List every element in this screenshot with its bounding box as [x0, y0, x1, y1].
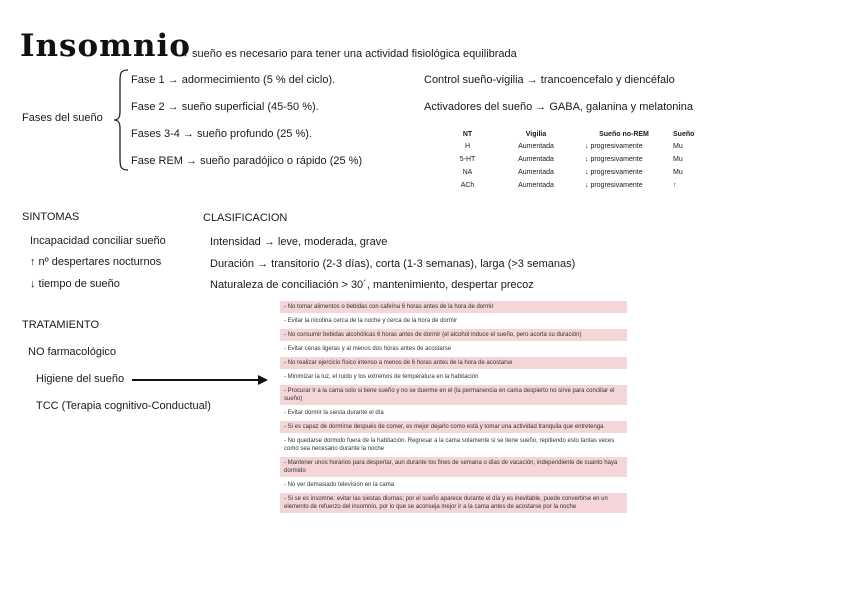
fase-item: Fases 3-4 → sueño profundo (25 %).: [131, 128, 312, 140]
table-cell: Mu: [673, 156, 683, 163]
activadores-text: Activadores del sueño → GABA, galanina y melatonina: [424, 101, 694, 113]
table-cell: ↓ progresivamente: [585, 143, 643, 150]
nt-header-cell: Sueño: [673, 130, 695, 138]
table-row: [444, 140, 713, 153]
sintoma-item: ↓ tiempo de sueño: [30, 278, 120, 290]
table-cell: 5-HT: [459, 156, 476, 163]
list-item: - Evitar dormir la siesta durante el día: [280, 407, 627, 419]
brace-icon: [112, 68, 130, 172]
list-item: - No quedarse dormido fuera de la habitación. Regresar a la cama solamente si se tiene sueño, repitiendo esto tantas veces como sea necesario durante la noche: [280, 435, 627, 455]
list-item: - Evitar la nicotina cerca de la noche y cerca de la hora de dormir: [280, 315, 627, 327]
list-item: - Evitar cenas ligeras y al menos dos horas antes de acostarse: [280, 343, 627, 355]
sintoma-item: ↑ nº despertares nocturnos: [30, 256, 162, 268]
list-item: - Mantener unos horarios para despertar, aun durante los fines de semana o días de vacación, independiente de cuanto haya dormido: [280, 457, 627, 477]
sintoma-item: Incapacidad conciliar sueño: [30, 235, 166, 247]
table-row: [444, 179, 713, 192]
fases-label: Fases del sueño: [22, 112, 103, 124]
nt-table: [444, 128, 713, 192]
nt-header-cell: Vigilia: [525, 130, 547, 138]
arrow-right-icon: [258, 375, 268, 385]
higiene-list: [280, 301, 627, 515]
table-cell: Aumentada: [518, 182, 554, 189]
tcc-label: TCC (Terapia cognitivo-Conductual): [36, 400, 211, 412]
clasificacion-item: Duración → transitorio (2-3 días), corta (1-3 semanas), larga (>3 semanas): [210, 258, 576, 270]
page-subtitle: → sueño es necesario para tener una actividad fisiológica equilibrada: [178, 48, 517, 60]
fase-item: Fase REM → sueño paradójico o rápido (25 %): [131, 155, 363, 167]
table-cell: Aumentada: [518, 169, 554, 176]
nt-table-header: [444, 128, 713, 140]
nt-header-cell: NT: [462, 130, 473, 138]
no-farmacologico: NO farmacológico: [28, 346, 117, 358]
arrow-line: [132, 379, 260, 381]
table-cell: ↓ progresivamente: [585, 182, 643, 189]
list-item: - No ver demasiado televisión en la cama: [280, 479, 627, 491]
table-cell: Mu: [673, 143, 683, 150]
table-cell: Aumentada: [518, 143, 554, 150]
table-cell: ↑: [673, 182, 677, 189]
page-title: Insomnio: [20, 28, 191, 64]
fase-item: Fase 2 → sueño superficial (45-50 %).: [131, 101, 319, 113]
list-item: - Procurar ir a la cama solo si tiene sueño y no se duerme en el (la permanencia en cama despierto no sirve para conciliar el sueño): [280, 385, 627, 405]
table-cell: Mu: [673, 169, 683, 176]
table-cell: Aumentada: [518, 156, 554, 163]
list-item: - Si es capaz de dormirse después de comer, es mejor dejarlo como está y tomar una actividad tranquila que entretenga: [280, 421, 627, 433]
table-row: [444, 153, 713, 166]
clasificacion-item: Naturaleza de conciliación > 30´, mantenimiento, despertar precoz: [210, 279, 534, 291]
list-item: - Minimizar la luz, el ruido y los extremos de temperatura en la habitación: [280, 371, 627, 383]
table-cell: H: [464, 143, 471, 150]
list-item: - No consumir bebidas alcohólicas 6 horas antes de dormir (el alcohol induce el sueño, pero acorta su duración): [280, 329, 627, 341]
clasificacion-heading: CLASIFICACION: [203, 212, 288, 224]
fase-item: Fase 1 → adormecimiento (5 % del ciclo).: [131, 74, 336, 86]
list-item: - No realizar ejercicio físico intenso a menos de 6 horas antes de la hora de acostarse: [280, 357, 627, 369]
table-cell: ↓ progresivamente: [585, 169, 643, 176]
control-text: Control sueño-vigilia → trancoencefalo y diencéfalo: [424, 74, 675, 86]
list-item: - Si se es insomne: evitar las siestas diurnas; por el sueño aparece durante el día y es inevitable, puede convertirse en un elemento de refuerzo del insomnio, por lo que se aconseja mejor ir a la cama antes de acostarse por la noche: [280, 493, 627, 513]
nt-header-cell: Sueño no-REM: [599, 130, 649, 138]
list-item: - No tomar alimentos o bebidas con cafeína 6 horas antes de la hora de dormir: [280, 301, 627, 313]
clasificacion-item: Intensidad → leve, moderada, grave: [210, 236, 388, 248]
higiene-label: Higiene del sueño: [36, 373, 125, 385]
tratamiento-heading: TRATAMIENTO: [22, 319, 99, 331]
table-row: [444, 166, 713, 179]
table-cell: NA: [462, 169, 473, 176]
sintomas-heading: SINTOMAS: [22, 211, 80, 223]
table-cell: ACh: [460, 182, 475, 189]
table-cell: ↓ progresivamente: [585, 156, 643, 163]
